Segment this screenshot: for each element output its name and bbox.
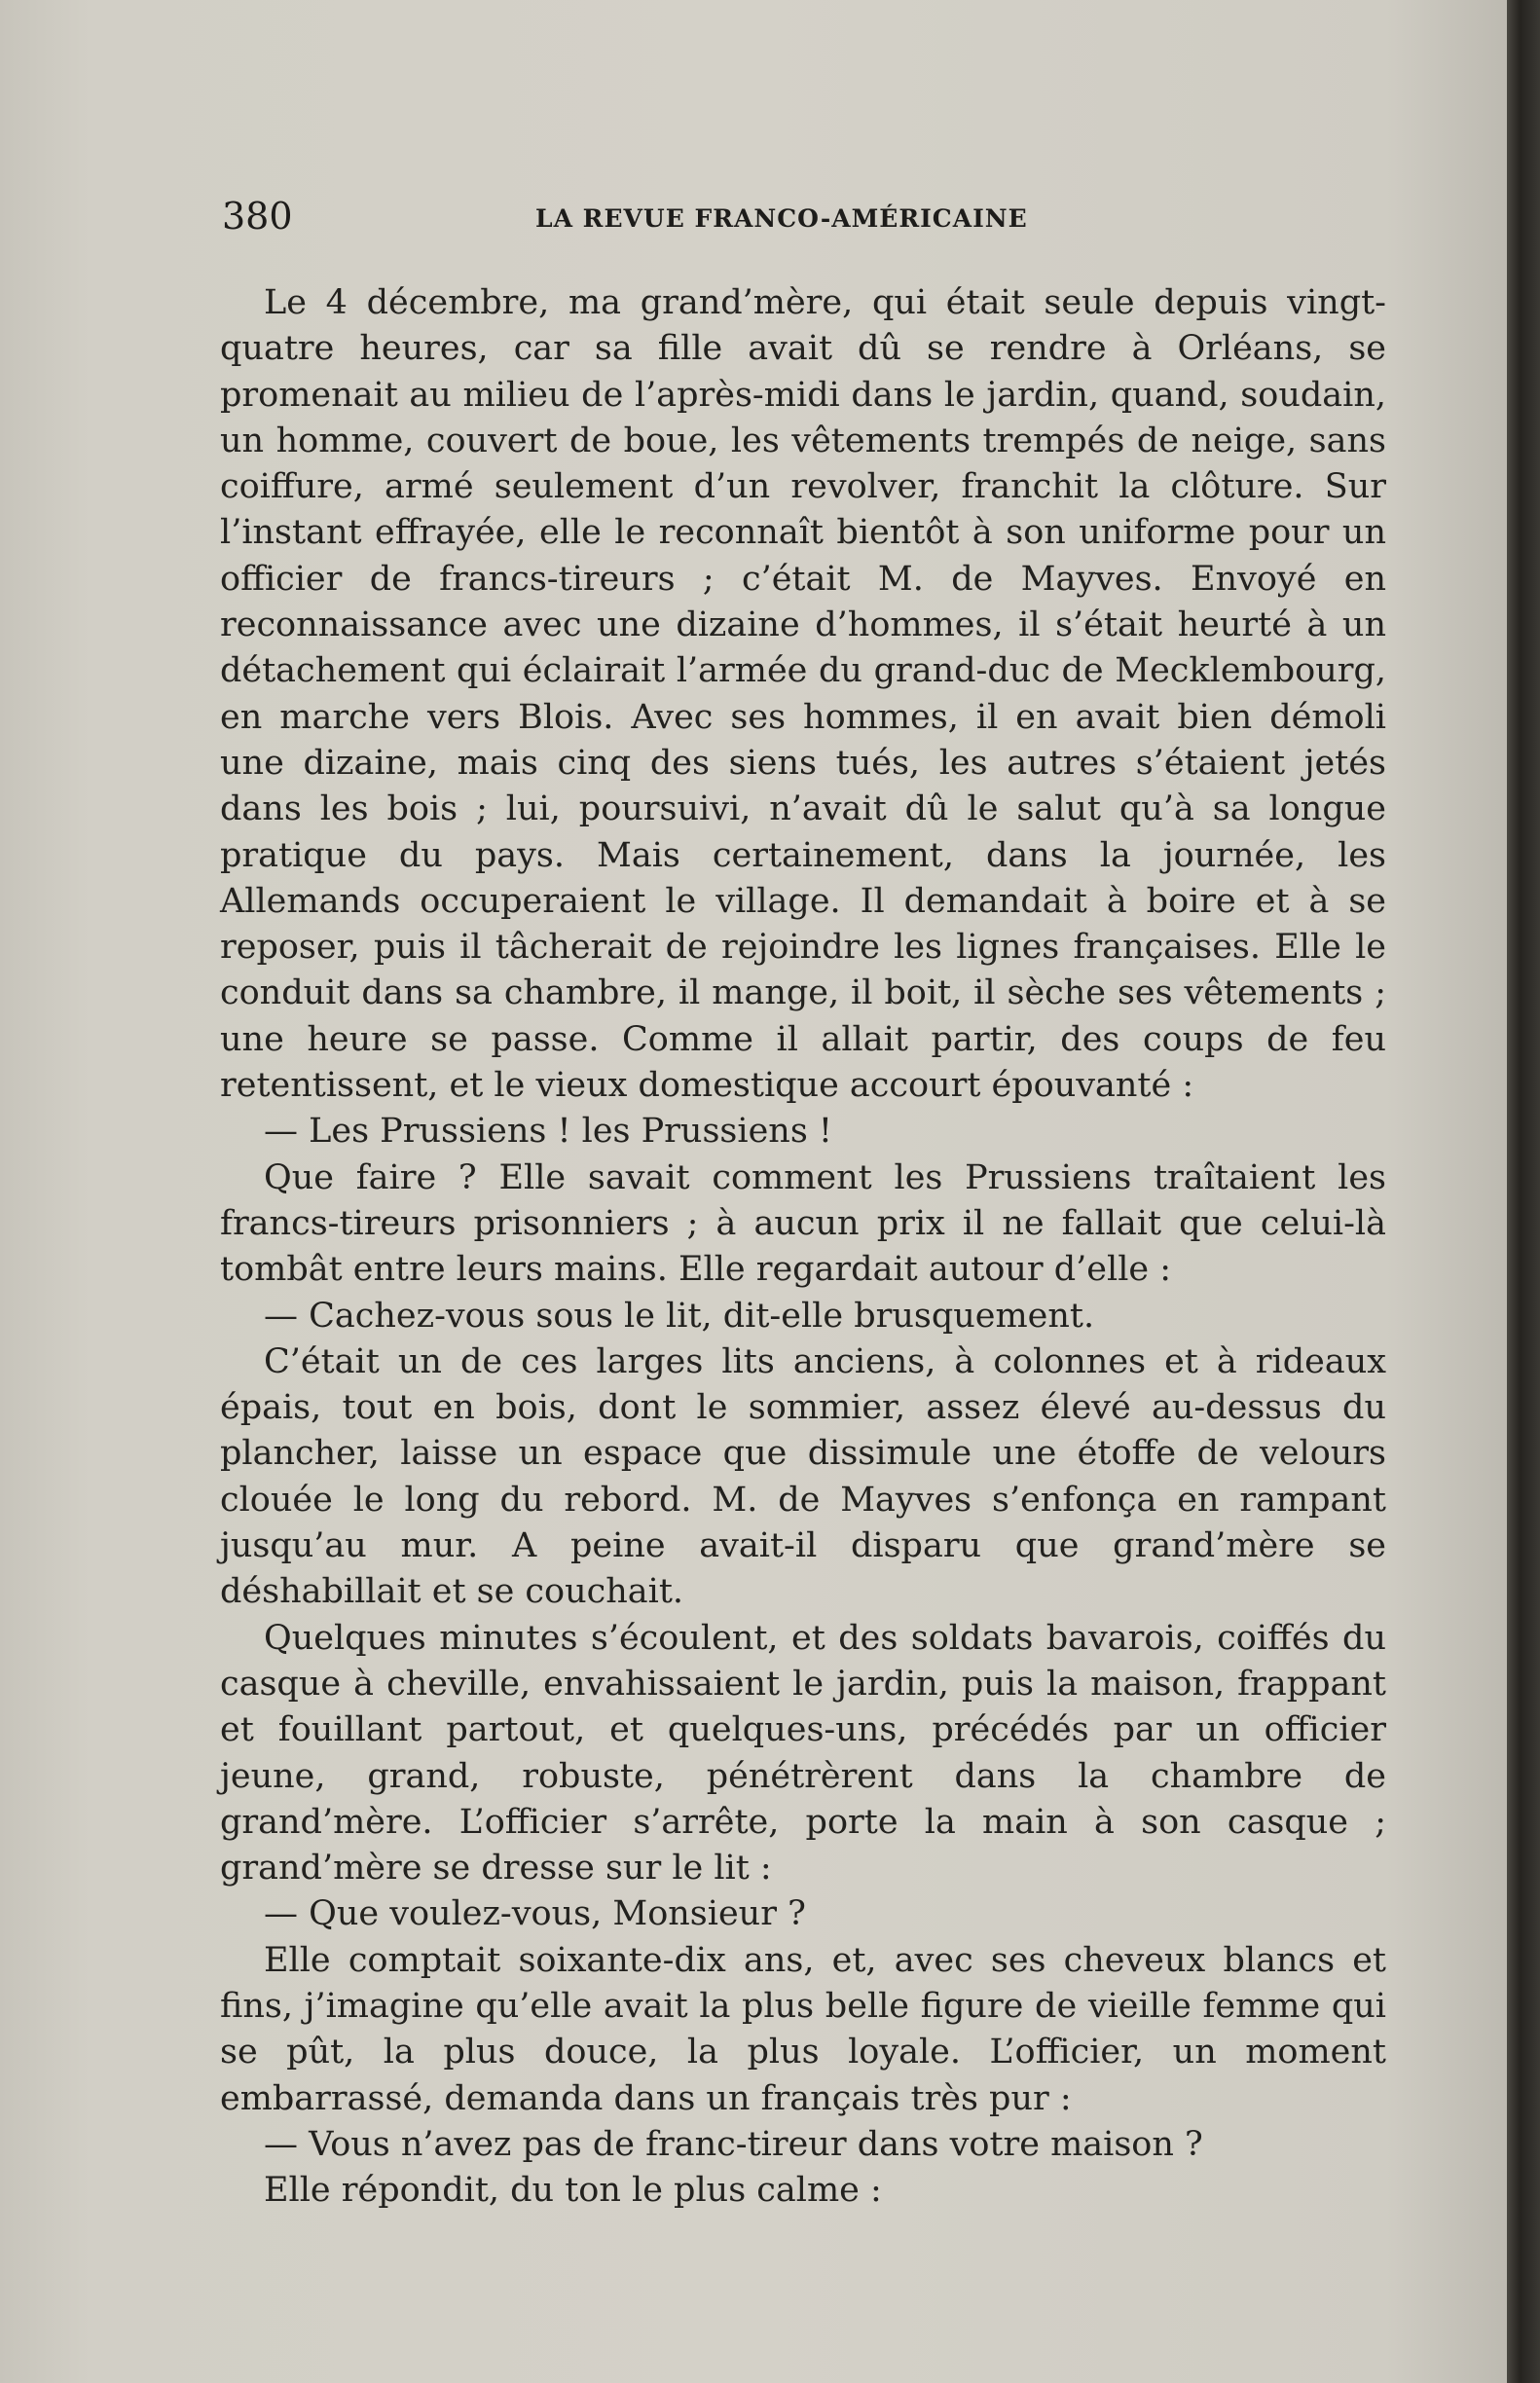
dialogue-line: — Que voulez-vous, Monsieur ?	[264, 1894, 806, 1934]
running-head: LA REVUE FRANCO-AMÉRICAINE	[535, 204, 1028, 233]
paragraph: Que faire ? Elle savait comment les Prussiens traîtaient les francs-tireurs prisonniers ; à aucun prix il ne fallait que celui-là tombât entre leurs mains. Elle regardait autour d’elle :	[220, 1157, 1386, 1290]
paragraph: Elle comptait soixante-dix ans, et, avec ses cheveux blancs et fins, j’imagine qu’elle avait la plus belle figure de vieille femme qui se pût, la plus douce, la plus loyale. L’officier, un moment embarrassé, demanda dans un français très pur :	[220, 1940, 1386, 2118]
paragraph: Le 4 décembre, ma grand’mère, qui était seule depuis vingt-quatre heures, car sa fille avait dû se rendre à Orléans, se promenait au milieu de l’après-midi dans le jardin, quand, soudain, un homme, couvert de boue, les vêtements trempés de neige, sans coiffure, armé seulement d’un revolver, franchit la clôture. Sur l’instant effrayée, elle le reconnaît bientôt à son uniforme pour un officier de francs-tireurs ; c’était M. de Mayves. Envoyé en reconnaissance avec une dizaine d’hommes, il s’était heurté à un détachement qui éclairait l’armée du grand-duc de Mecklembourg, en marche vers Blois. Avec ses hommes, il en avait bien démoli une dizaine, mais cinq des siens tués, les autres s’étaient jetés dans les bois ; lui, poursuivi, n’avait dû le salut qu’à sa longue pratique du pays. Mais certainement, dans la journée, les Allemands occuperaient le village. Il demandait à boire et à se reposer, puis il tâcherait de rejoindre les lignes françaises. Elle le conduit dans sa chambre, il mange, il boit, il sèche ses vêtements ; une heure se passe. Comme il allait partir, des coups de feu retentissent, et le vieux domestique accourt épouvanté :	[220, 283, 1386, 1106]
dialogue-line: — Cachez-vous sous le lit, dit-elle brusquement.	[264, 1296, 1095, 1336]
paragraph: Quelques minutes s’écoulent, et des soldats bavarois, coiffés du casque à cheville, envahissaient le jardin, puis la maison, frappant et fouillant partout, et quelques-uns, précédés par un officier jeune, grand, robuste, pénétrèrent dans la chambre de grand’mère. L’officier s’arrête, porte la main à son casque ; grand’mère se dresse sur le lit :	[220, 1618, 1386, 1888]
paragraph: C’était un de ces larges lits anciens, à colonnes et à rideaux épais, tout en bois, dont le sommier, assez élevé au-dessus du plancher, laisse un espace que dissimule une étoffe de velours clouée le long du rebord. M. de Mayves s’enfonça en rampant jusqu’au mur. A peine avait-il disparu que grand’mère se déshabillait et se couchait.	[220, 1341, 1386, 1612]
body-text	[220, 280, 1386, 2214]
dialogue-line: — Vous n’avez pas de franc-tireur dans votre maison ?	[264, 2124, 1203, 2164]
page-header	[222, 195, 1390, 253]
dialogue-line: — Les Prussiens ! les Prussiens !	[264, 1112, 832, 1152]
page-number: 380	[222, 195, 293, 238]
paragraph: Elle répondit, du ton le plus calme :	[264, 2171, 882, 2211]
book-spine-shadow	[1507, 0, 1540, 2383]
